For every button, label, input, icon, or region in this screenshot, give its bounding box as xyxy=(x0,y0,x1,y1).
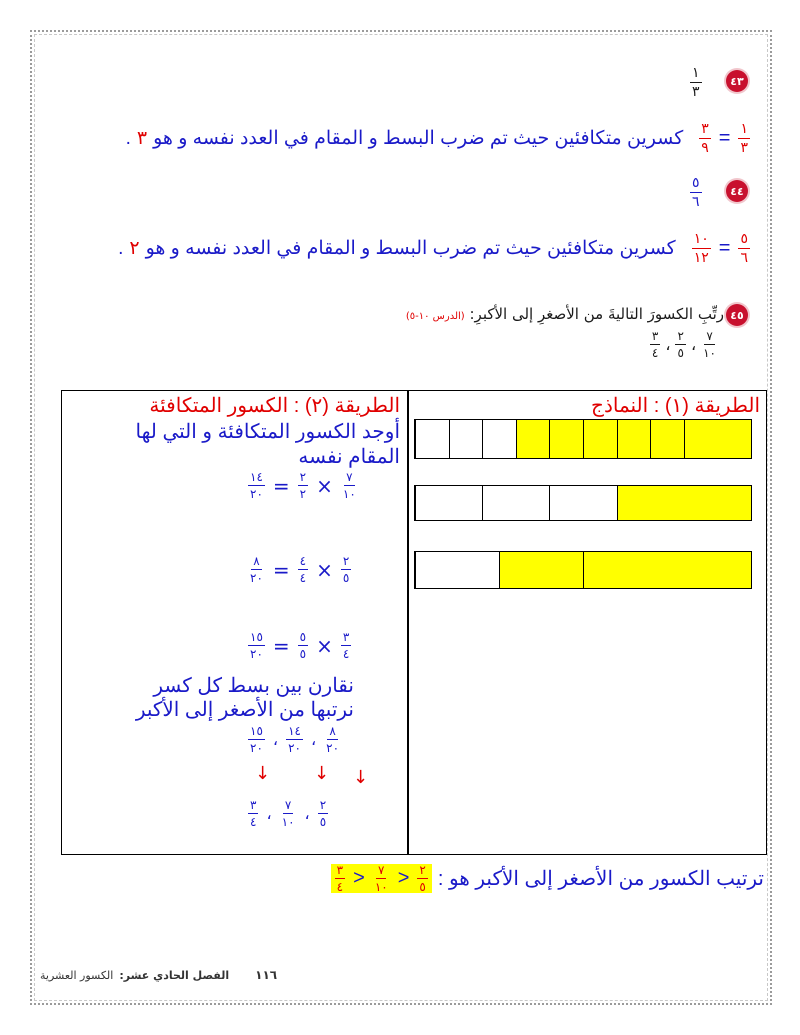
method-2-line-1: أوجد الكسور المتكافئة و التي لها xyxy=(135,421,400,443)
bar-cell-filled xyxy=(717,420,751,458)
exercise-44-fraction: $\frac{٥}{٦}$ xyxy=(692,175,700,210)
equals-sign: = xyxy=(718,127,731,149)
method-1-title: الطريقة (١) : النماذج xyxy=(591,395,760,417)
table-divider xyxy=(407,391,409,854)
bar-cell-empty xyxy=(482,486,549,520)
bar-cell-filled xyxy=(684,486,751,520)
answer-44-right-fraction: $\frac{١٠}{١٢}$ xyxy=(693,231,709,266)
equation-1: $\frac{١٤}{٢٠}$ = $\frac{٢}{٢}$ × $\frac{٧}{١٠}$ xyxy=(250,470,356,501)
exercise-44-badge: ٤٤ xyxy=(726,180,748,202)
method-2-line-2: المقام نفسه xyxy=(298,446,400,468)
down-arrow-icon: ↓ xyxy=(314,763,330,784)
down-arrow-icon: ↓ xyxy=(255,763,271,784)
compare-line-2: نرتبها من الأصغر إلى الأكبر xyxy=(135,699,354,721)
footer-topic: الكسور العشرية xyxy=(40,968,114,982)
bar-cell-empty xyxy=(415,486,482,520)
bar-cell-filled xyxy=(650,420,684,458)
answer-44-left-fraction: $\frac{٥}{٦}$ xyxy=(740,231,748,266)
bar-cell-filled xyxy=(549,420,583,458)
ordered-original-fractions: $\frac{٢}{٥}$ ، $\frac{٧}{١٠}$ ، $\frac{٣}{٤}$ xyxy=(250,798,327,829)
q45-fraction-2: $\frac{٢}{٥}$ xyxy=(677,329,684,360)
bar-cell-filled xyxy=(684,420,718,458)
bar-cell-empty xyxy=(415,552,499,588)
model-bar-fifths xyxy=(414,485,752,521)
method-2-title: الطريقة (٢) : الكسور المتكافئة xyxy=(149,395,400,417)
conclusion-text: ترتيب الكسور من الأصغر إلى الأكبر هو : xyxy=(437,868,764,890)
answer-43-right-fraction: $\frac{٣}{٩}$ xyxy=(701,121,709,156)
equation-2: $\frac{٨}{٢٠}$ = $\frac{٤}{٤}$ × $\frac{٢}{٥}$ xyxy=(250,554,350,585)
model-bar-fourths xyxy=(414,551,752,589)
answer-43-value: ٣ xyxy=(136,128,148,149)
bar-cell-filled xyxy=(617,486,684,520)
bar-cell-filled xyxy=(583,552,667,588)
footer-page-number: ١١٦ xyxy=(255,968,278,982)
ordered-equivalent-fractions: $\frac{٨}{٢٠}$ ، $\frac{١٤}{٢٠}$ ، $\frac{١٥}{٢٠}$ xyxy=(250,724,340,755)
answer-43-end: . xyxy=(125,127,131,149)
exercise-43-fraction: $\frac{١}{٣}$ xyxy=(692,65,700,100)
bar-cell-empty xyxy=(449,420,483,458)
equals-sign: = xyxy=(718,237,731,259)
solution-table xyxy=(61,390,767,855)
bar-cell-filled xyxy=(499,552,583,588)
q45-fraction-3: $\frac{٣}{٤}$ xyxy=(651,329,659,360)
page-footer xyxy=(40,968,277,982)
exercise-45-badge: ٤٥ xyxy=(726,304,748,326)
exercise-43-badge: ٤٣ xyxy=(726,70,748,92)
model-bar-tenths xyxy=(414,419,752,459)
bar-cell-empty xyxy=(415,420,449,458)
answer-44-end: . xyxy=(118,237,124,259)
bar-cell-filled xyxy=(516,420,550,458)
exercise-45-fractions: $\frac{٧}{١٠}$ ، $\frac{٢}{٥}$ ، $\frac{٣}{٤}$ xyxy=(651,329,716,360)
bar-cell-empty xyxy=(482,420,516,458)
bar-cell-filled xyxy=(667,552,751,588)
exercise-43-answer xyxy=(126,122,752,155)
exercise-45-prompt: رتِّبِ الكسورَ التاليةَ من الأصغرِ إلى الأكبرِ: (الدرس ١٠-٥) xyxy=(405,305,724,323)
exercise-44-answer xyxy=(118,232,752,265)
equation-3: $\frac{١٥}{٢٠}$ = $\frac{٥}{٥}$ × $\frac{٣}{٤}$ xyxy=(250,630,350,661)
down-arrow-icon: ↓ xyxy=(353,767,369,788)
compare-line-1: نقارن بين بسط كل كسر xyxy=(153,675,354,697)
conclusion-line xyxy=(331,864,764,893)
bar-cell-filled xyxy=(583,420,617,458)
answer-43-left-fraction: $\frac{١}{٣}$ xyxy=(740,121,748,156)
answer-44-value: ٢ xyxy=(129,238,140,259)
lesson-reference: (الدرس ١٠-٥) xyxy=(405,311,465,322)
footer-chapter: الفصل الحادي عشر: xyxy=(119,968,230,982)
bar-cell-filled xyxy=(617,420,651,458)
conclusion-order: $\frac{٢}{٥}$ < $\frac{٧}{١٠}$ < $\frac{٣}{٤}$ xyxy=(331,864,432,893)
bar-cell-empty xyxy=(549,486,616,520)
answer-43-text: كسرين متكافئين حيث تم ضرب البسط و المقام في العدد نفسه و هو xyxy=(153,128,684,149)
q45-fraction-1: $\frac{٧}{١٠}$ xyxy=(703,329,716,360)
answer-44-text: كسرين متكافئين حيث تم ضرب البسط و المقام في العدد نفسه و هو xyxy=(145,238,676,259)
